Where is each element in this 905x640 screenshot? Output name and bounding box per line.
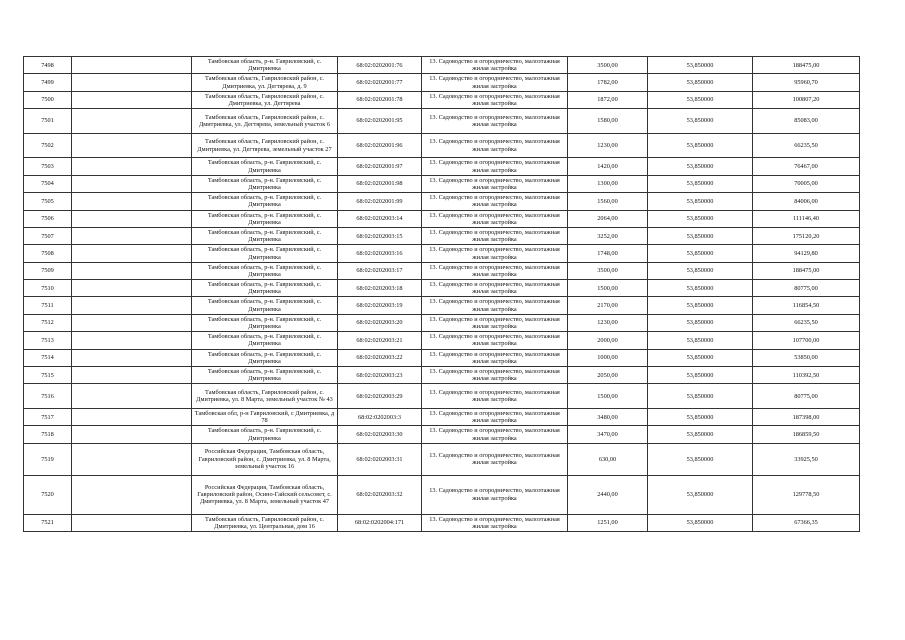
cadastral-number-cell: 68:02:0202003:17 xyxy=(338,262,422,279)
land-use-cell: 13. Садоводство и огородничество, малоэтажная жилая застройка xyxy=(422,109,568,134)
blank-cell xyxy=(72,514,192,531)
address-cell: Тамбовская область, Гавриловский район, с. Дмитриевка, ул. Дегтярева, д. 9 xyxy=(192,74,338,91)
cadastral-value-cell: 53850,00 xyxy=(753,349,860,366)
land-cadastral-table xyxy=(23,56,860,532)
row-number-cell: 7519 xyxy=(24,443,72,475)
land-use-cell: 13. Садоводство и огородничество, малоэтажная жилая застройка xyxy=(422,314,568,331)
cadastral-value-cell: 66235,50 xyxy=(753,314,860,331)
address-cell: Тамбовская область, р-н. Гавриловский, с. Дмитриевка xyxy=(192,227,338,244)
blank-cell xyxy=(72,227,192,244)
table-row xyxy=(24,158,860,175)
blank-cell xyxy=(72,409,192,426)
area-cell: 2170,00 xyxy=(568,297,648,314)
land-use-cell: 13. Садоводство и огородничество, малоэтажная жилая застройка xyxy=(422,426,568,443)
row-number-cell: 7512 xyxy=(24,314,72,331)
address-cell: Тамбовская область, р-н. Гавриловский, с. Дмитриевка xyxy=(192,193,338,210)
row-number-cell: 7518 xyxy=(24,426,72,443)
row-number-cell: 7505 xyxy=(24,193,72,210)
cadastral-value-cell: 80775,00 xyxy=(753,384,860,409)
area-cell: 1782,00 xyxy=(568,74,648,91)
rate-cell: 53,850000 xyxy=(648,57,753,74)
blank-cell xyxy=(72,314,192,331)
cadastral-number-cell: 68:02:0202003:22 xyxy=(338,349,422,366)
cadastral-value-cell: 76467,00 xyxy=(753,158,860,175)
row-number-cell: 7507 xyxy=(24,227,72,244)
blank-cell xyxy=(72,426,192,443)
table-row xyxy=(24,262,860,279)
cadastral-number-cell: 68:02:0202003:30 xyxy=(338,426,422,443)
table-row xyxy=(24,409,860,426)
area-cell: 1300,00 xyxy=(568,175,648,192)
land-use-cell: 13. Садоводство и огородничество, малоэтажная жилая застройка xyxy=(422,210,568,227)
cadastral-value-cell: 111146,40 xyxy=(753,210,860,227)
rate-cell: 53,850000 xyxy=(648,175,753,192)
land-use-cell: 13. Садоводство и огородничество, малоэтажная жилая застройка xyxy=(422,384,568,409)
address-cell: Тамбовская область, Гавриловский район, с. Дмитриевка, ул. Дегтярева, земельный участок 27 xyxy=(192,133,338,158)
cadastral-value-cell: 66235,50 xyxy=(753,133,860,158)
row-number-cell: 7520 xyxy=(24,475,72,514)
cadastral-value-cell: 67366,35 xyxy=(753,514,860,531)
blank-cell xyxy=(72,349,192,366)
cadastral-number-cell: 68:02:0202001:98 xyxy=(338,175,422,192)
row-number-cell: 7521 xyxy=(24,514,72,531)
blank-cell xyxy=(72,297,192,314)
area-cell: 1251,00 xyxy=(568,514,648,531)
land-use-cell: 13. Садоводство и огородничество, малоэтажная жилая застройка xyxy=(422,245,568,262)
blank-cell xyxy=(72,367,192,384)
land-use-cell: 13. Садоводство и огородничество, малоэтажная жилая застройка xyxy=(422,475,568,514)
rate-cell: 53,850000 xyxy=(648,314,753,331)
rate-cell: 53,850000 xyxy=(648,109,753,134)
address-cell: Тамбовская область, р-н. Гавриловский, с. Дмитриевка xyxy=(192,210,338,227)
row-number-cell: 7516 xyxy=(24,384,72,409)
address-cell: Тамбовская область, р-н. Гавриловский, с. Дмитриевка xyxy=(192,57,338,74)
table-row xyxy=(24,426,860,443)
cadastral-value-cell: 186859,50 xyxy=(753,426,860,443)
rate-cell: 53,850000 xyxy=(648,426,753,443)
area-cell: 3480,00 xyxy=(568,409,648,426)
table-row xyxy=(24,227,860,244)
rate-cell: 53,850000 xyxy=(648,158,753,175)
blank-cell xyxy=(72,332,192,349)
cadastral-value-cell: 110392,50 xyxy=(753,367,860,384)
area-cell: 2064,00 xyxy=(568,210,648,227)
area-cell: 1230,00 xyxy=(568,133,648,158)
address-cell: Тамбовская область, р-н. Гавриловский, с. Дмитриевка xyxy=(192,245,338,262)
cadastral-number-cell: 68:02:0202003:14 xyxy=(338,210,422,227)
area-cell: 1580,00 xyxy=(568,109,648,134)
cadastral-value-cell: 70005,00 xyxy=(753,175,860,192)
land-use-cell: 13. Садоводство и огородничество, малоэтажная жилая застройка xyxy=(422,74,568,91)
cadastral-number-cell: 68:02:0202003:31 xyxy=(338,443,422,475)
address-cell: Тамбовская область, р-н. Гавриловский, с. Дмитриевка xyxy=(192,367,338,384)
area-cell: 3252,00 xyxy=(568,227,648,244)
land-use-cell: 13. Садоводство и огородничество, малоэтажная жилая застройка xyxy=(422,443,568,475)
blank-cell xyxy=(72,74,192,91)
cadastral-value-cell: 94129,80 xyxy=(753,245,860,262)
blank-cell xyxy=(72,158,192,175)
row-number-cell: 7500 xyxy=(24,91,72,108)
blank-cell xyxy=(72,262,192,279)
land-use-cell: 13. Садоводство и огородничество, малоэтажная жилая застройка xyxy=(422,367,568,384)
area-cell: 1420,00 xyxy=(568,158,648,175)
cadastral-number-cell: 68:02:0202001:76 xyxy=(338,57,422,74)
rate-cell: 53,850000 xyxy=(648,262,753,279)
row-number-cell: 7514 xyxy=(24,349,72,366)
row-number-cell: 7510 xyxy=(24,280,72,297)
row-number-cell: 7513 xyxy=(24,332,72,349)
cadastral-number-cell: 68:02:0202003:20 xyxy=(338,314,422,331)
rate-cell: 53,850000 xyxy=(648,409,753,426)
rate-cell: 53,850000 xyxy=(648,384,753,409)
blank-cell xyxy=(72,57,192,74)
address-cell: Тамбовская область, Гавриловский район, с. Дмитриевка, ул. 8 Марта, земельный участок № 43 xyxy=(192,384,338,409)
blank-cell xyxy=(72,109,192,134)
table-row xyxy=(24,193,860,210)
table-row xyxy=(24,280,860,297)
table-row xyxy=(24,297,860,314)
table-row xyxy=(24,349,860,366)
area-cell: 630,00 xyxy=(568,443,648,475)
cadastral-number-cell: 68:02:0202004:171 xyxy=(338,514,422,531)
address-cell: Тамбовская область, Гавриловский район, с. Дмитриевка, ул. Центральная, дом 16 xyxy=(192,514,338,531)
blank-cell xyxy=(72,210,192,227)
cadastral-value-cell: 100807,20 xyxy=(753,91,860,108)
address-cell: Тамбовская область, Гавриловский район, с. Дмитриевка, ул. Дегтярева xyxy=(192,91,338,108)
blank-cell xyxy=(72,175,192,192)
area-cell: 1748,00 xyxy=(568,245,648,262)
cadastral-number-cell: 68:02:0202003:16 xyxy=(338,245,422,262)
blank-cell xyxy=(72,91,192,108)
cadastral-number-cell: 68:02:0202001:77 xyxy=(338,74,422,91)
table-row xyxy=(24,109,860,134)
rate-cell: 53,850000 xyxy=(648,133,753,158)
address-cell: Тамбовская область, р-н. Гавриловский, с. Дмитриевка xyxy=(192,262,338,279)
row-number-cell: 7502 xyxy=(24,133,72,158)
cadastral-number-cell: 68:02:0202003:32 xyxy=(338,475,422,514)
cadastral-value-cell: 33925,50 xyxy=(753,443,860,475)
cadastral-number-cell: 68:02:0202003:21 xyxy=(338,332,422,349)
address-cell: Тамбовская область, р-н. Гавриловский, с. Дмитриевка xyxy=(192,314,338,331)
blank-cell xyxy=(72,245,192,262)
row-number-cell: 7509 xyxy=(24,262,72,279)
cadastral-value-cell: 175120,20 xyxy=(753,227,860,244)
cadastral-number-cell: 68:02:0202001:99 xyxy=(338,193,422,210)
land-use-cell: 13. Садоводство и огородничество, малоэтажная жилая застройка xyxy=(422,280,568,297)
row-number-cell: 7498 xyxy=(24,57,72,74)
cadastral-value-cell: 187398,00 xyxy=(753,409,860,426)
cadastral-value-cell: 84006,00 xyxy=(753,193,860,210)
cadastral-number-cell: 68:02:0202003:23 xyxy=(338,367,422,384)
land-use-cell: 13. Садоводство и огородничество, малоэтажная жилая застройка xyxy=(422,175,568,192)
table-row xyxy=(24,133,860,158)
rate-cell: 53,850000 xyxy=(648,193,753,210)
address-cell: Тамбовская область, р-н. Гавриловский, с. Дмитриевка xyxy=(192,349,338,366)
table-row xyxy=(24,443,860,475)
row-number-cell: 7517 xyxy=(24,409,72,426)
blank-cell xyxy=(72,133,192,158)
rate-cell: 53,850000 xyxy=(648,74,753,91)
blank-cell xyxy=(72,193,192,210)
area-cell: 2000,00 xyxy=(568,332,648,349)
area-cell: 1500,00 xyxy=(568,280,648,297)
area-cell: 3500,00 xyxy=(568,57,648,74)
rate-cell: 53,850000 xyxy=(648,443,753,475)
address-cell: Российская Федерация, Тамбовская область, Гавриловский район, с. Дмитриевка, ул. 8 Марта, земельный участок 16 xyxy=(192,443,338,475)
cadastral-value-cell: 129778,50 xyxy=(753,475,860,514)
address-cell: Тамбовская область, р-н. Гавриловский, с. Дмитриевка xyxy=(192,158,338,175)
land-use-cell: 13. Садоводство и огородничество, малоэтажная жилая застройка xyxy=(422,332,568,349)
cadastral-number-cell: 68:02:0202003:15 xyxy=(338,227,422,244)
address-cell: Тамбовская область, р-н. Гавриловский, с. Дмитриевка xyxy=(192,175,338,192)
cadastral-number-cell: 68:02:0202003:18 xyxy=(338,280,422,297)
area-cell: 1872,00 xyxy=(568,91,648,108)
land-use-cell: 13. Садоводство и огородничество, малоэтажная жилая застройка xyxy=(422,262,568,279)
table-row xyxy=(24,57,860,74)
rate-cell: 53,850000 xyxy=(648,245,753,262)
blank-cell xyxy=(72,280,192,297)
address-cell: Тамбовская область, р-н. Гавриловский, с. Дмитриевка xyxy=(192,297,338,314)
cadastral-value-cell: 116854,50 xyxy=(753,297,860,314)
table-row xyxy=(24,384,860,409)
rate-cell: 53,850000 xyxy=(648,475,753,514)
cadastral-value-cell: 85083,00 xyxy=(753,109,860,134)
table-row xyxy=(24,91,860,108)
table-row xyxy=(24,74,860,91)
table-row xyxy=(24,332,860,349)
rate-cell: 53,850000 xyxy=(648,91,753,108)
area-cell: 3500,00 xyxy=(568,262,648,279)
table-body xyxy=(24,57,860,532)
cadastral-number-cell: 68:02:0202003:3 xyxy=(338,409,422,426)
cadastral-number-cell: 68:02:0202001:95 xyxy=(338,109,422,134)
row-number-cell: 7504 xyxy=(24,175,72,192)
row-number-cell: 7511 xyxy=(24,297,72,314)
row-number-cell: 7506 xyxy=(24,210,72,227)
rate-cell: 53,850000 xyxy=(648,227,753,244)
cadastral-number-cell: 68:02:0202003:29 xyxy=(338,384,422,409)
land-use-cell: 13. Садоводство и огородничество, малоэтажная жилая застройка xyxy=(422,57,568,74)
cadastral-value-cell: 188475,00 xyxy=(753,57,860,74)
address-cell: Тамбовская область, р-н. Гавриловский, с. Дмитриевка xyxy=(192,332,338,349)
land-use-cell: 13. Садоводство и огородничество, малоэтажная жилая застройка xyxy=(422,409,568,426)
area-cell: 1230,00 xyxy=(568,314,648,331)
land-use-cell: 13. Садоводство и огородничество, малоэтажная жилая застройка xyxy=(422,193,568,210)
cadastral-value-cell: 188475,00 xyxy=(753,262,860,279)
table-row xyxy=(24,175,860,192)
rate-cell: 53,850000 xyxy=(648,280,753,297)
rate-cell: 53,850000 xyxy=(648,210,753,227)
area-cell: 3470,00 xyxy=(568,426,648,443)
land-use-cell: 13. Садоводство и огородничество, малоэтажная жилая застройка xyxy=(422,514,568,531)
cadastral-number-cell: 68:02:0202003:19 xyxy=(338,297,422,314)
blank-cell xyxy=(72,384,192,409)
land-use-cell: 13. Садоводство и огородничество, малоэтажная жилая застройка xyxy=(422,133,568,158)
table-row xyxy=(24,210,860,227)
rate-cell: 53,850000 xyxy=(648,367,753,384)
land-use-cell: 13. Садоводство и огородничество, малоэтажная жилая застройка xyxy=(422,227,568,244)
row-number-cell: 7503 xyxy=(24,158,72,175)
rate-cell: 53,850000 xyxy=(648,349,753,366)
land-use-cell: 13. Садоводство и огородничество, малоэтажная жилая застройка xyxy=(422,349,568,366)
address-cell: Тамбовская обл, р-н Гавриловский, с Дмитриевка, д 78 xyxy=(192,409,338,426)
cadastral-number-cell: 68:02:0202001:78 xyxy=(338,91,422,108)
address-cell: Тамбовская область, Гавриловский район, с. Дмитриевка, ул. Дегтярева, земельный участок 6 xyxy=(192,109,338,134)
row-number-cell: 7508 xyxy=(24,245,72,262)
address-cell: Тамбовская область, р-н. Гавриловский, с. Дмитриевка xyxy=(192,426,338,443)
blank-cell xyxy=(72,443,192,475)
rate-cell: 53,850000 xyxy=(648,514,753,531)
table-row xyxy=(24,514,860,531)
area-cell: 1500,00 xyxy=(568,384,648,409)
cadastral-value-cell: 95960,70 xyxy=(753,74,860,91)
cadastral-number-cell: 68:02:0202001:97 xyxy=(338,158,422,175)
cadastral-number-cell: 68:02:0202001:96 xyxy=(338,133,422,158)
area-cell: 2440,00 xyxy=(568,475,648,514)
cadastral-value-cell: 107700,00 xyxy=(753,332,860,349)
address-cell: Российская Федерация, Тамбовская область, Гавриловский район, Осино-Гайский сельсовет, с. Дмитриевка, ул. 8 Марта, земельный участок 47 xyxy=(192,475,338,514)
table-row xyxy=(24,245,860,262)
rate-cell: 53,850000 xyxy=(648,297,753,314)
area-cell: 2050,00 xyxy=(568,367,648,384)
row-number-cell: 7515 xyxy=(24,367,72,384)
table-row xyxy=(24,314,860,331)
area-cell: 1000,00 xyxy=(568,349,648,366)
table-row xyxy=(24,475,860,514)
row-number-cell: 7499 xyxy=(24,74,72,91)
blank-cell xyxy=(72,475,192,514)
row-number-cell: 7501 xyxy=(24,109,72,134)
land-use-cell: 13. Садоводство и огородничество, малоэтажная жилая застройка xyxy=(422,91,568,108)
address-cell: Тамбовская область, р-н. Гавриловский, с. Дмитриевка xyxy=(192,280,338,297)
table-row xyxy=(24,367,860,384)
rate-cell: 53,850000 xyxy=(648,332,753,349)
cadastral-value-cell: 80775,00 xyxy=(753,280,860,297)
land-use-cell: 13. Садоводство и огородничество, малоэтажная жилая застройка xyxy=(422,158,568,175)
land-use-cell: 13. Садоводство и огородничество, малоэтажная жилая застройка xyxy=(422,297,568,314)
area-cell: 1560,00 xyxy=(568,193,648,210)
